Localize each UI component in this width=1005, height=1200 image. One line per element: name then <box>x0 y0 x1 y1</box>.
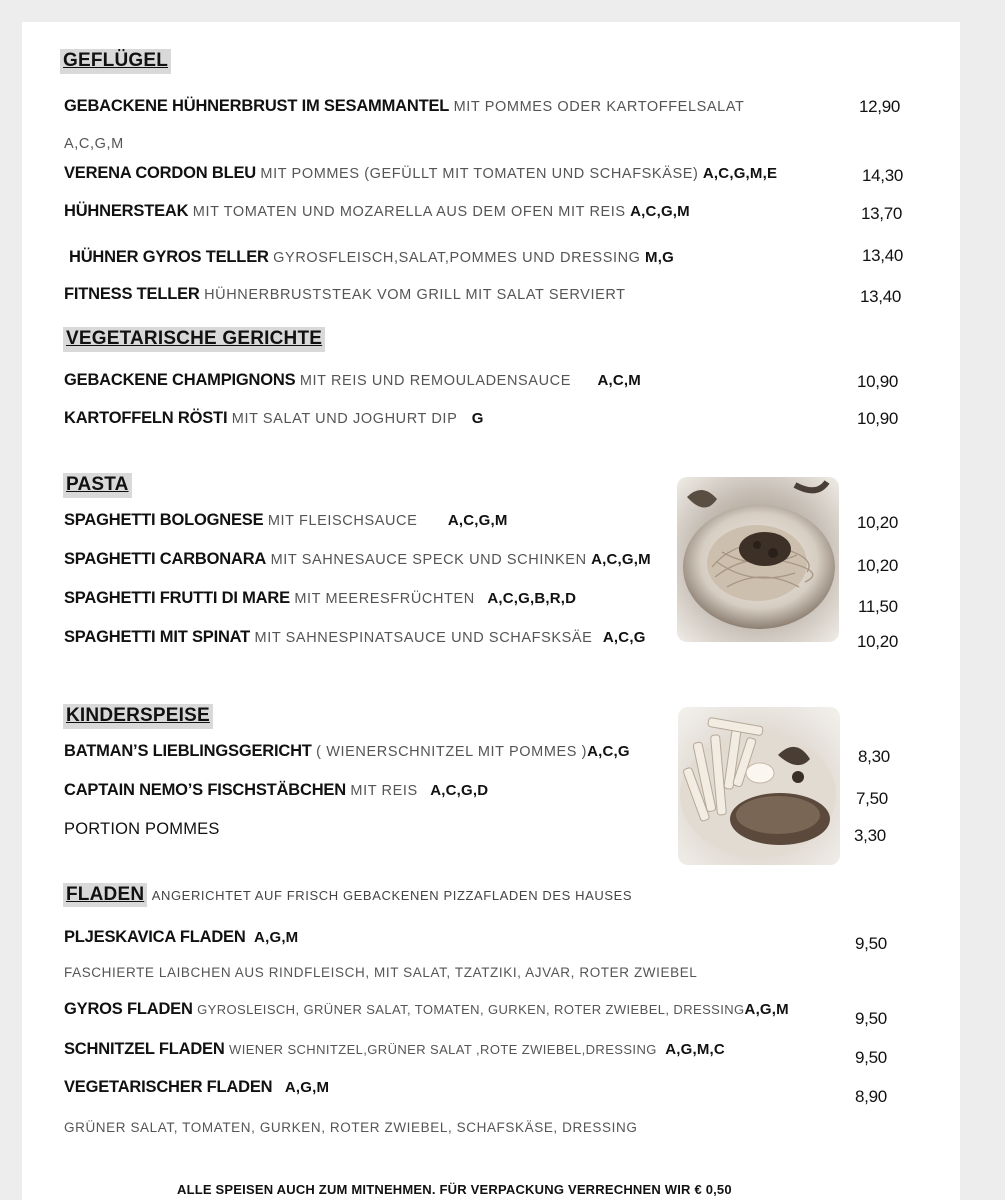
section-heading-pasta: PASTA <box>63 473 132 498</box>
footer-note: ALLE SPEISEN AUCH ZUM MITNEHMEN. FÜR VERPACKUNG VERRECHNEN WIR € 0,50 <box>177 1182 732 1197</box>
menu-page <box>22 22 960 1200</box>
item-price: 10,20 <box>857 556 899 575</box>
item-price: 13,40 <box>860 287 902 306</box>
item-name: KARTOFFELN RÖSTI <box>64 409 228 427</box>
item-price: 10,20 <box>857 513 899 532</box>
item-price: 13,40 <box>862 246 904 265</box>
item-price: 9,50 <box>855 934 887 953</box>
section-heading-kinder: KINDERSPEISE <box>63 704 213 729</box>
menu-item <box>64 371 641 390</box>
menu-item <box>64 1078 329 1097</box>
item-name: FITNESS TELLER <box>64 285 200 303</box>
item-name: GYROS FLADEN <box>64 1000 193 1018</box>
item-name: SPAGHETTI BOLOGNESE <box>64 511 264 529</box>
menu-item <box>64 97 744 116</box>
item-name: SPAGHETTI CARBONARA <box>64 550 267 568</box>
item-price: 9,50 <box>855 1048 887 1067</box>
item-description: FASCHIERTE LAIBCHEN AUS RINDFLEISCH, MIT SALAT, TZATZIKI, AJVAR, ROTER ZWIEBEL <box>64 965 698 980</box>
section-heading-fladen: FLADEN <box>63 883 147 907</box>
item-allergens: M,G <box>645 249 674 266</box>
item-allergens: A,C,G <box>602 629 646 646</box>
item-description: MIT SAHNESPINATSAUCE UND SCHAFSKSÄE <box>254 630 593 646</box>
menu-item <box>64 781 488 800</box>
item-description: ( WIENERSCHNITZEL MIT POMMES ) <box>316 744 588 760</box>
menu-item <box>69 248 674 267</box>
item-description: MIT TOMATEN UND MOZARELLA AUS DEM OFEN MIT REIS <box>192 204 626 220</box>
item-name: PORTION POMMES <box>64 820 220 838</box>
item-name: HÜHNERSTEAK <box>64 202 189 220</box>
item-description: MIT FLEISCHSAUCE <box>267 513 418 529</box>
item-name: SPAGHETTI FRUTTI DI MARE <box>64 589 290 607</box>
item-description: MIT MEERESFRÜCHTEN <box>294 591 475 607</box>
menu-item <box>64 202 690 221</box>
section-fladen-header <box>63 884 632 906</box>
item-price: 3,30 <box>854 826 886 845</box>
menu-item <box>64 589 576 608</box>
item-name: GEBACKENE CHAMPIGNONS <box>64 371 296 389</box>
item-price: 9,50 <box>855 1009 887 1028</box>
item-allergens: A,C,G,M <box>64 136 124 152</box>
item-price: 13,70 <box>861 204 903 223</box>
item-allergens: A,C,G,M <box>591 551 651 568</box>
item-price: 10,90 <box>857 409 899 428</box>
menu-item <box>64 164 777 183</box>
item-price: 8,90 <box>855 1087 887 1106</box>
item-name: PLJESKAVICA FLADEN <box>64 928 246 946</box>
section-heading-gefluegel: GEFLÜGEL <box>60 49 171 74</box>
menu-item <box>64 628 646 647</box>
item-description: GRÜNER SALAT, TOMATEN, GURKEN, ROTER ZWIEBEL, SCHAFSKÄSE, DRESSING <box>64 1120 638 1135</box>
item-description: MIT REIS <box>350 783 418 799</box>
menu-item <box>64 928 298 947</box>
pasta-plate-image <box>677 477 839 642</box>
item-price: 8,30 <box>858 747 890 766</box>
item-description: MIT REIS UND REMOULADENSAUCE <box>299 373 571 389</box>
item-name: SCHNITZEL FLADEN <box>64 1040 225 1058</box>
schnitzel-plate-image <box>678 707 840 865</box>
item-price: 14,30 <box>862 166 904 185</box>
item-price: 12,90 <box>859 97 901 116</box>
item-allergens: A,C,G,M <box>447 512 508 529</box>
item-allergens: A,C,G <box>587 743 630 760</box>
menu-item <box>64 1000 789 1019</box>
item-allergens: A,C,G,M <box>630 203 690 220</box>
menu-item <box>64 511 508 530</box>
menu-item <box>64 1040 725 1059</box>
item-name: VERENA CORDON BLEU <box>64 164 256 182</box>
item-allergens: A,C,G,D <box>430 782 489 799</box>
item-name: BATMAN’S LIEBLINGSGERICHT <box>64 742 312 760</box>
item-description: MIT SAHNESAUCE SPECK UND SCHINKEN <box>270 552 587 568</box>
item-price: 10,20 <box>857 632 899 651</box>
item-description: MIT POMMES (GEFÜLLT MIT TOMATEN UND SCHAFSKÄSE) <box>260 166 699 182</box>
item-description: MIT SALAT UND JOGHURT DIP <box>231 411 458 427</box>
menu-item <box>64 742 630 761</box>
item-allergens: A,C,G,M,E <box>702 165 778 182</box>
item-description: WIENER SCHNITZEL,GRÜNER SALAT ,ROTE ZWIEBEL,DRESSING <box>229 1042 657 1057</box>
item-allergens: A,G,M <box>284 1079 330 1096</box>
item-allergens: A,G,M <box>744 1001 789 1018</box>
item-price: 11,50 <box>858 597 898 616</box>
item-allergens: A,C,G,B,R,D <box>487 590 577 607</box>
section-description: ANGERICHTET AUF FRISCH GEBACKENEN PIZZAFLADEN DES HAUSES <box>151 888 633 903</box>
item-description: GYROSLEISCH, GRÜNER SALAT, TOMATEN, GURKEN, ROTER ZWIEBEL, DRESSING <box>197 1002 745 1017</box>
item-allergens: A,G,M <box>254 929 299 946</box>
item-name: CAPTAIN NEMO’S FISCHSTÄBCHEN <box>64 781 346 799</box>
menu-item <box>64 820 220 839</box>
pasta-photo <box>677 477 839 642</box>
item-description: MIT POMMES ODER KARTOFFELSALAT <box>453 99 745 115</box>
menu-item <box>64 550 651 569</box>
item-price: 7,50 <box>856 789 888 808</box>
item-name: SPAGHETTI MIT SPINAT <box>64 628 251 646</box>
item-description: GYROSFLEISCH,SALAT,POMMES UND DRESSING <box>273 250 641 266</box>
item-allergens: A,C,M <box>597 372 641 389</box>
schnitzel-photo <box>678 707 840 865</box>
item-name: VEGETARISCHER FLADEN <box>64 1078 273 1096</box>
section-heading-vegetarisch: VEGETARISCHE GERICHTE <box>63 327 325 352</box>
menu-item <box>64 409 484 428</box>
menu-item <box>64 285 626 304</box>
item-price: 10,90 <box>857 372 899 391</box>
item-description: HÜHNERBRUSTSTEAK VOM GRILL MIT SALAT SERVIERT <box>204 287 626 303</box>
item-name: GEBACKENE HÜHNERBRUST IM SESAMMANTEL <box>64 97 450 115</box>
item-allergens: A,G,M,C <box>665 1041 725 1058</box>
item-name: HÜHNER GYROS TELLER <box>69 248 269 266</box>
item-allergens: G <box>471 410 484 427</box>
